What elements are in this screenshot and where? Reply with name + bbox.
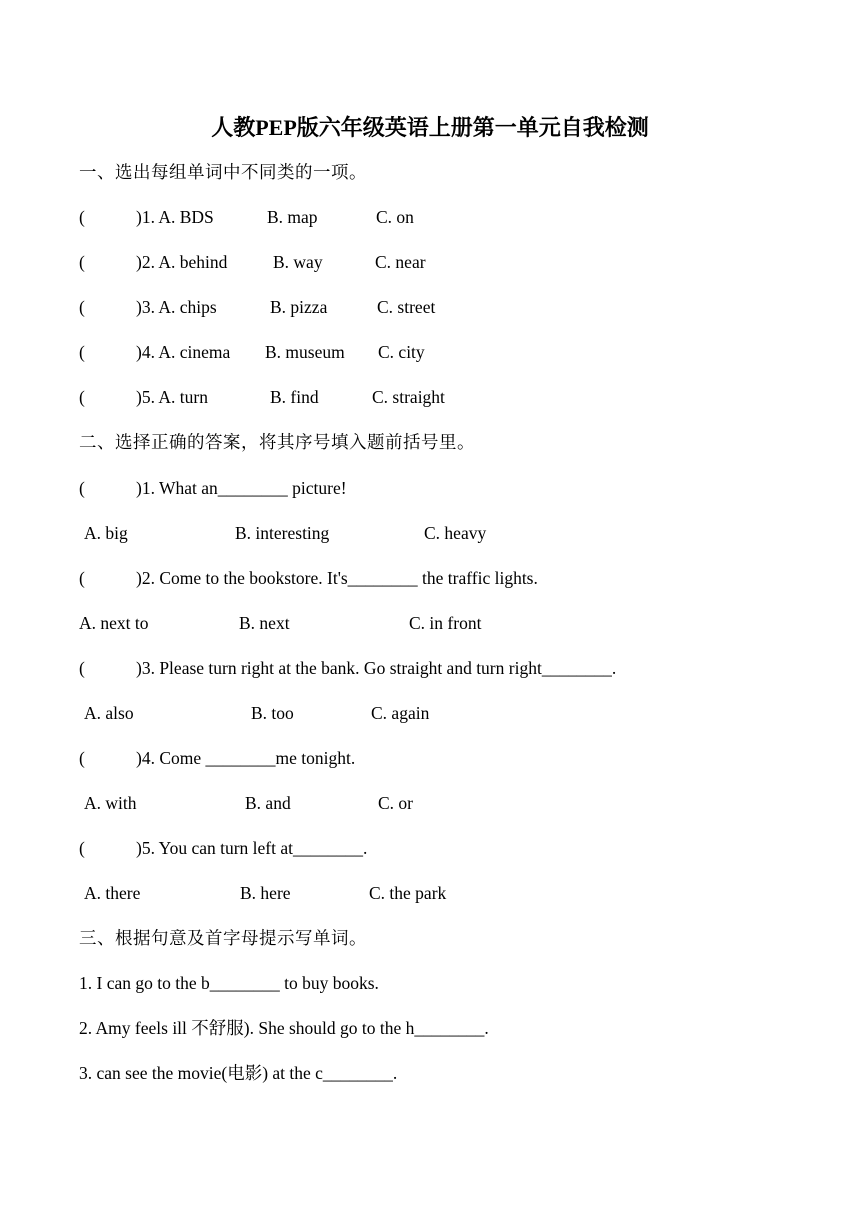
question-option-b: B. museum <box>265 342 345 362</box>
page-title: 人教PEP版六年级英语上册第一单元自我检测 <box>211 115 649 140</box>
section2-options-5 <box>79 878 447 908</box>
section1-item-4 <box>79 337 425 367</box>
question-option-c: C. straight <box>372 387 445 407</box>
question-option-a: )1. A. BDS <box>136 207 214 227</box>
section3-item-1: 1. I can go to the b________ to buy books. <box>79 973 379 993</box>
option-a: A. big <box>84 523 128 543</box>
question-text: )1. What an________ picture! <box>136 478 347 498</box>
section1-item-1 <box>79 202 414 232</box>
section2-options-2 <box>79 608 482 638</box>
question-option-a: )4. A. cinema <box>136 342 231 362</box>
answer-bracket: ( <box>79 568 85 588</box>
question-option-b: B. find <box>270 387 319 407</box>
question-option-c: C. street <box>377 297 436 317</box>
question-option-a: )3. A. chips <box>136 297 217 317</box>
option-b: B. interesting <box>235 523 330 543</box>
option-c: C. the park <box>369 883 447 903</box>
option-a: A. next to <box>79 613 149 633</box>
option-b: B. and <box>245 793 291 813</box>
section3-item-3: 3. can see the movie(电影) at the c________. <box>79 1063 398 1083</box>
section1-item-2 <box>79 247 426 277</box>
question-text: )3. Please turn right at the bank. Go straight and turn right________. <box>136 658 617 678</box>
section1-item-5 <box>79 382 445 412</box>
option-a: A. there <box>84 883 141 903</box>
question-text: )4. Come ________me tonight. <box>136 748 356 768</box>
option-c: C. again <box>371 703 430 723</box>
question-text: )2. Come to the bookstore. It's________ the traffic lights. <box>136 568 538 588</box>
section2-question-1 <box>79 473 347 503</box>
option-a: A. with <box>84 793 137 813</box>
answer-bracket: ( <box>79 252 85 272</box>
question-option-b: B. pizza <box>270 297 328 317</box>
option-b: B. too <box>251 703 294 723</box>
answer-bracket: ( <box>79 297 85 317</box>
question-option-a: )2. A. behind <box>136 252 228 272</box>
answer-bracket: ( <box>79 748 85 768</box>
section2-heading: 二、选择正确的答案，将其序号填入题前括号里。 <box>79 432 475 452</box>
answer-bracket: ( <box>79 207 85 227</box>
answer-bracket: ( <box>79 478 85 498</box>
option-a: A. also <box>84 703 134 723</box>
option-c: C. heavy <box>424 523 487 543</box>
section1-item-3 <box>79 292 436 322</box>
question-option-c: C. near <box>375 252 426 272</box>
question-option-c: C. on <box>376 207 414 227</box>
question-option-b: B. way <box>273 252 323 272</box>
section2-question-2 <box>79 563 538 593</box>
question-option-a: )5. A. turn <box>136 387 208 407</box>
answer-bracket: ( <box>79 342 85 362</box>
section1-heading: 一、选出每组单词中不同类的一项。 <box>79 162 367 182</box>
answer-bracket: ( <box>79 387 85 407</box>
question-option-c: C. city <box>378 342 425 362</box>
section2-options-3 <box>79 698 430 728</box>
option-b: B. next <box>239 613 290 633</box>
section2-options-1 <box>79 518 487 548</box>
section2-options-4 <box>79 788 413 818</box>
option-b: B. here <box>240 883 291 903</box>
answer-bracket: ( <box>79 838 85 858</box>
answer-bracket: ( <box>79 658 85 678</box>
option-c: C. in front <box>409 613 482 633</box>
section3-heading: 三、根据句意及首字母提示写单词。 <box>79 928 367 948</box>
section2-question-4 <box>79 743 356 773</box>
section2-question-3 <box>79 653 617 683</box>
section3-item-2: 2. Amy feels ill 不舒服). She should go to the h________. <box>79 1018 489 1038</box>
question-text: )5. You can turn left at________. <box>136 838 368 858</box>
section2-question-5 <box>79 833 368 863</box>
option-c: C. or <box>378 793 413 813</box>
question-option-b: B. map <box>267 207 318 227</box>
